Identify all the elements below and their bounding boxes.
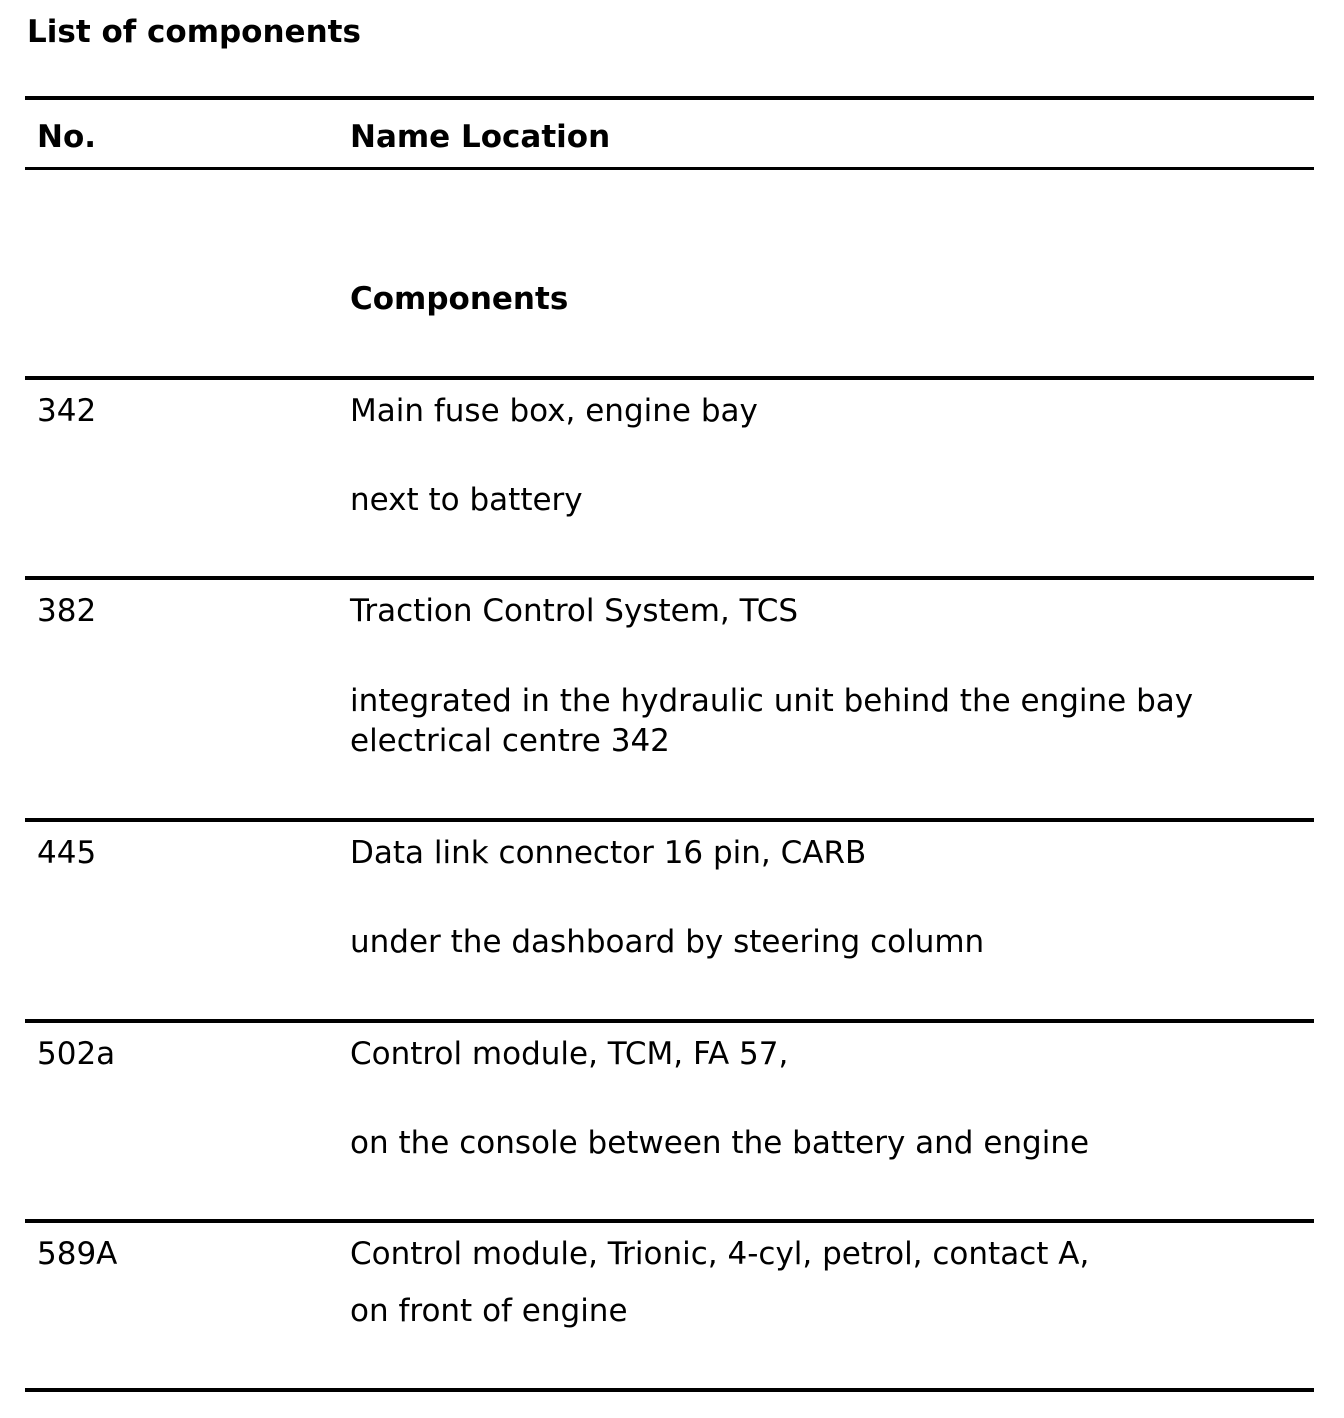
- row-name: Data link connector 16 pin, CARB: [350, 835, 867, 871]
- row-rule: [25, 1019, 1314, 1023]
- row-number: 382: [37, 593, 97, 629]
- row-location: under the dashboard by steering column: [350, 924, 985, 960]
- row-rule: [25, 818, 1314, 822]
- row-number: 445: [37, 835, 97, 871]
- header-name-location: Name Location: [350, 119, 611, 155]
- row-location: on the console between the battery and engine: [350, 1125, 1090, 1161]
- row-name: Traction Control System, TCS: [350, 593, 799, 629]
- page-title: List of components: [27, 14, 361, 50]
- table-top-rule: [25, 96, 1314, 100]
- row-rule: [25, 376, 1314, 380]
- row-name: Main fuse box, engine bay: [350, 393, 758, 429]
- header-no: No.: [37, 119, 97, 155]
- row-rule: [25, 1219, 1314, 1223]
- row-location: on front of engine: [350, 1293, 628, 1329]
- row-location: integrated in the hydraulic unit behind the engine bay electrical centre 342: [350, 683, 1194, 759]
- section-heading: Components: [350, 281, 569, 317]
- row-location: next to battery: [350, 482, 583, 518]
- row-rule: [25, 576, 1314, 580]
- table-bottom-rule: [25, 1388, 1314, 1392]
- header-rule: [25, 167, 1314, 170]
- row-name: Control module, Trionic, 4-cyl, petrol, contact A,: [350, 1236, 1090, 1272]
- row-number: 589A: [37, 1236, 118, 1272]
- row-name: Control module, TCM, FA 57,: [350, 1036, 789, 1072]
- row-number: 342: [37, 393, 97, 429]
- row-number: 502a: [37, 1036, 116, 1072]
